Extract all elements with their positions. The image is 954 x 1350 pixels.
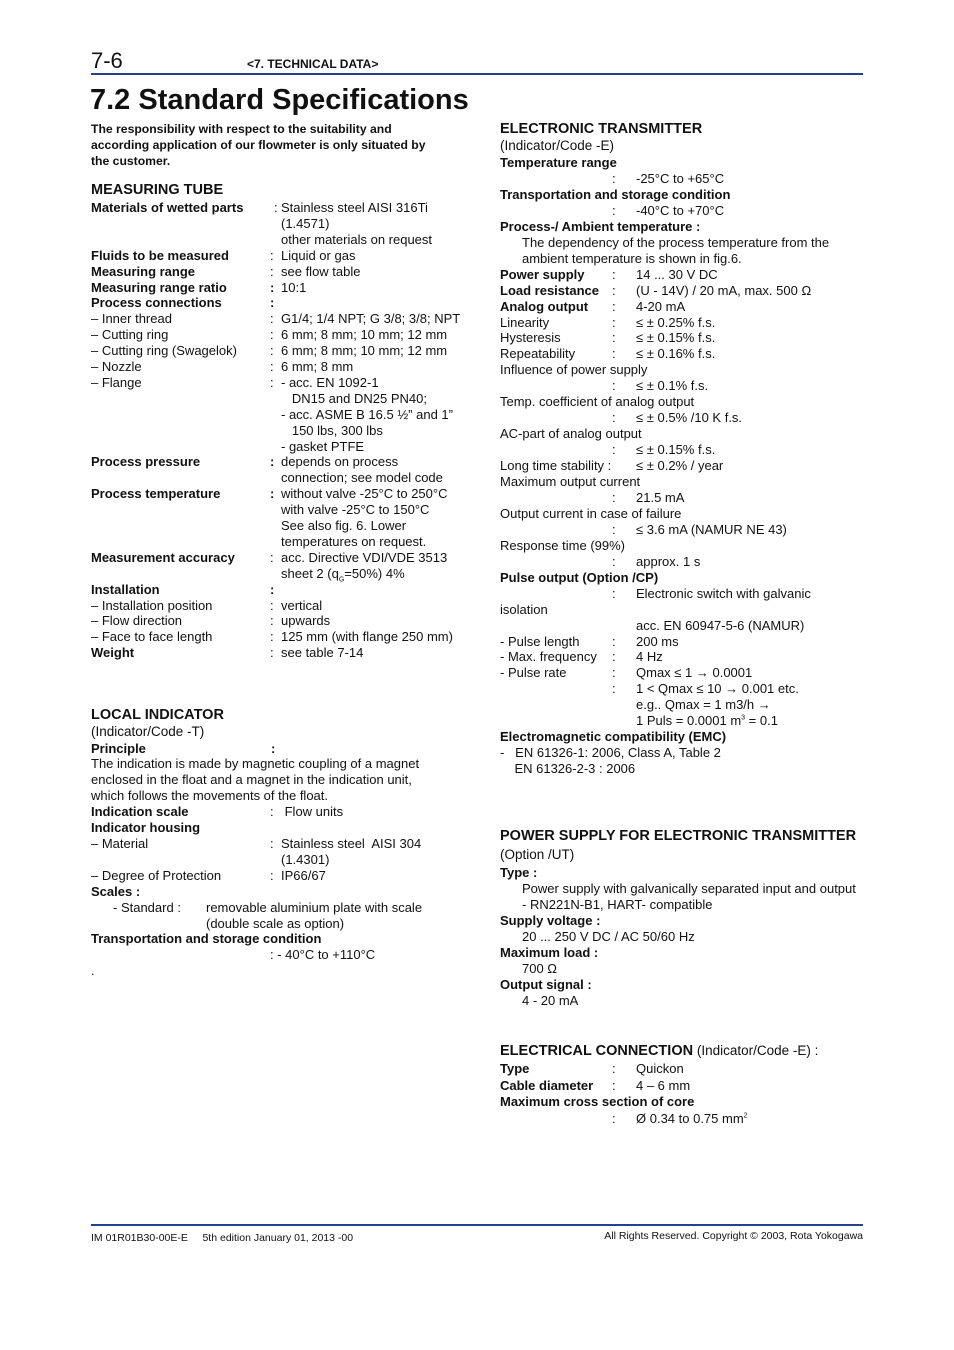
transmitter-sep: : bbox=[612, 170, 616, 186]
transmitter-label: AC-part of analog output bbox=[500, 426, 642, 442]
spec-label: – Face to face length bbox=[91, 629, 213, 645]
transmitter-sep: : bbox=[612, 378, 616, 394]
transmitter-label: Load resistance bbox=[500, 282, 599, 298]
spec-value: other materials on request bbox=[281, 231, 433, 247]
indicator-value: IP66/67 bbox=[281, 867, 326, 883]
transmitter-sep: : bbox=[612, 410, 616, 426]
spec-value: 6 mm; 8 mm; 10 mm; 12 mm bbox=[281, 327, 448, 343]
connection-value: Quickon bbox=[636, 1061, 684, 1076]
connection-sep: : bbox=[612, 1077, 616, 1093]
connection-value: Ø 0.34 to 0.75 $mm^2$ bbox=[636, 1110, 748, 1126]
transmitter-label: Pulse output (Option /CP) bbox=[500, 569, 659, 585]
spec-label: – Inner thread bbox=[91, 311, 172, 327]
spec-value: Stainless steel AISI 316Ti bbox=[281, 200, 428, 215]
spec-value: without valve -25°C to 250°C bbox=[281, 486, 448, 502]
connection-label: Type bbox=[500, 1061, 530, 1076]
spec-sep: : bbox=[270, 581, 275, 597]
spec-label: Measurement accuracy bbox=[91, 549, 235, 565]
intro-line: the customer. bbox=[91, 154, 171, 168]
principle-line: which follows the movements of the float. bbox=[91, 788, 329, 803]
li-transport-label: Transportation and storage condition bbox=[91, 931, 322, 946]
local-indicator-heading: LOCAL INDICATOR bbox=[91, 707, 224, 723]
transmitter-label: - Pulse rate bbox=[500, 665, 567, 681]
spec-value: (1.4571) bbox=[281, 215, 330, 231]
superscript-2: 2 bbox=[743, 1112, 748, 1120]
spec-value: Liquid or gas bbox=[281, 247, 356, 263]
transmitter-sep: : bbox=[612, 266, 616, 282]
spec-value: vertical bbox=[281, 597, 323, 613]
connection-label: Maximum cross section of core bbox=[500, 1094, 695, 1109]
transmitter-sep: : bbox=[612, 346, 616, 362]
spec-sep: : bbox=[270, 263, 274, 279]
local-indicator-subheading: (Indicator/Code -T) bbox=[91, 724, 205, 739]
transmitter-label: Process-/ Ambient temperature : bbox=[500, 218, 701, 234]
transmitter-value: 200 ms bbox=[636, 633, 679, 649]
power-supply-line: Type : bbox=[500, 865, 538, 880]
transmitter-value: -40°C to +70°C bbox=[636, 202, 725, 218]
spec-value: see table 7-14 bbox=[281, 645, 364, 661]
spec-label: Process temperature bbox=[91, 486, 221, 502]
electrical-connection-suffix: (Indicator/Code -E) : bbox=[693, 1043, 819, 1058]
spec-value: depends on process bbox=[281, 454, 399, 470]
spec-value: upwards bbox=[281, 613, 331, 629]
spec-value: - gasket PTFE bbox=[281, 438, 365, 454]
power-supply-subheading: (Option /UT) bbox=[500, 847, 575, 862]
spec-sep: : bbox=[270, 486, 275, 502]
section-tag: <7. TECHNICAL DATA> bbox=[247, 57, 379, 71]
indicator-label: – Material bbox=[91, 835, 149, 851]
spec-value: temperatures on request. bbox=[281, 533, 427, 549]
power-supply-line: 20 ... 250 V DC / AC 50/60 Hz bbox=[522, 929, 695, 944]
transmitter-value: 4-20 mA bbox=[636, 298, 686, 314]
connection-sep: : bbox=[612, 1061, 616, 1076]
transmitter-value: 21.5 mA bbox=[636, 489, 685, 505]
transmitter-sep: : bbox=[612, 314, 616, 330]
transmitter-note: The dependency of the process temperature from the bbox=[522, 234, 830, 250]
electronic-transmitter-heading: ELECTRONIC TRANSMITTER bbox=[500, 121, 703, 137]
transmitter-value: (U - 14V) / 20 mA, max. 500 Ω bbox=[636, 282, 812, 298]
transmitter-label: isolation bbox=[500, 601, 548, 617]
transmitter-sep: : bbox=[612, 330, 616, 346]
principle-text bbox=[91, 756, 419, 804]
transmitter-label: Temperature range bbox=[500, 155, 617, 170]
indicator-label: – Degree of Protection bbox=[91, 867, 222, 883]
indicator-value: Flow units bbox=[281, 804, 344, 819]
transmitter-sep: : bbox=[612, 553, 616, 569]
transmitter-value: 1 < Qmax ≤ 10 → 0.001 etc. bbox=[636, 681, 799, 697]
page-number: 7-6 bbox=[91, 48, 123, 73]
principle-label: Principle bbox=[91, 741, 146, 756]
transmitter-sep: : bbox=[612, 202, 616, 218]
power-supply-line: Supply voltage : bbox=[500, 913, 601, 928]
spec-label: Installation bbox=[91, 581, 160, 597]
transmitter-label: Long time stability : bbox=[500, 458, 612, 474]
transmitter-note: ambient temperature is shown in fig.6. bbox=[522, 250, 742, 266]
transmitter-label: Linearity bbox=[500, 314, 550, 330]
spec-label: – Cutting ring (Swagelok) bbox=[91, 343, 237, 359]
spec-label: – Cutting ring bbox=[91, 327, 169, 343]
transmitter-label: Influence of power supply bbox=[500, 362, 648, 378]
power-supply-line: Power supply with galvanically separated input and output bbox=[522, 881, 856, 896]
spec-sep: : bbox=[270, 454, 275, 470]
transmitter-sep: : bbox=[612, 298, 616, 314]
spec-label: Fluids to be measured bbox=[91, 247, 229, 263]
intro-line: The responsibility with respect to the suitability and bbox=[91, 122, 392, 136]
transmitter-label: Analog output bbox=[500, 298, 589, 314]
subscript-g: G bbox=[338, 576, 345, 584]
connection-label: Cable diameter bbox=[500, 1077, 594, 1093]
power-supply-line: - RN221N-B1, HART- compatible bbox=[522, 897, 713, 912]
spec-value: 6 mm; 8 mm; 10 mm; 12 mm bbox=[281, 343, 448, 359]
spec-label: – Flow direction bbox=[91, 613, 183, 629]
spec-label: Process connections bbox=[91, 295, 222, 311]
transmitter-sep: : bbox=[612, 681, 616, 697]
transmitter-value: 1 Puls = 0.0001 $m^3 = 0.1$ bbox=[636, 713, 778, 729]
spec-sep: : bbox=[270, 311, 274, 327]
footer-rule bbox=[91, 1224, 863, 1226]
spec-sep: : bbox=[270, 629, 274, 645]
transmitter-value: approx. 1 s bbox=[636, 553, 701, 569]
power-supply-line: Maximum load : bbox=[500, 945, 599, 960]
transmitter-label: Power supply bbox=[500, 266, 585, 282]
transmitter-value: acc. EN 60947-5-6 (NAMUR) bbox=[636, 617, 805, 633]
power-supply-line: 4 - 20 mA bbox=[522, 993, 579, 1008]
transmitter-label: EN 61326-2-3 : 2006 bbox=[500, 761, 636, 777]
spec-value: DN15 and DN25 PN40; bbox=[281, 390, 427, 406]
transmitter-label: Temp. coefficient of analog output bbox=[500, 394, 695, 410]
spec-sep: : bbox=[270, 327, 274, 343]
measuring-tube-heading: MEASURING TUBE bbox=[91, 182, 224, 198]
transmitter-value: ≤ ± 0.15% f.s. bbox=[636, 330, 716, 346]
spec-value: 125 mm (with flange 250 mm) bbox=[281, 629, 453, 645]
spec-value: - acc. ASME B 16.5 ½” and 1” bbox=[281, 406, 453, 422]
power-supply-line: 700 Ω bbox=[522, 961, 558, 976]
transmitter-value: 14 ... 30 V DC bbox=[636, 266, 718, 282]
electronic-transmitter-subheading: (Indicator/Code -E) bbox=[500, 138, 615, 153]
indicator-value: Stainless steel AISI 304 bbox=[281, 835, 422, 851]
spec-label: Measuring range ratio bbox=[91, 279, 227, 295]
superscript-3: 3 bbox=[741, 714, 746, 722]
transmitter-value: Qmax ≤ 1 → 0.0001 bbox=[636, 665, 753, 681]
connection-value: 4 – 6 mm bbox=[636, 1077, 691, 1093]
spec-value: See also fig. 6. Lower bbox=[281, 518, 407, 533]
transmitter-value: ≤ 3.6 mA (NAMUR NE 43) bbox=[636, 521, 787, 537]
indicator-sep: : bbox=[270, 835, 274, 851]
transmitter-sep: : bbox=[612, 521, 616, 537]
header-rule bbox=[91, 73, 863, 75]
spec-sep: : bbox=[270, 295, 275, 311]
transmitter-sep: : bbox=[612, 585, 616, 601]
spec-sep: : bbox=[270, 597, 274, 613]
spec-value: 150 lbs, 300 lbs bbox=[281, 422, 383, 438]
li-transport-value: : - 40°C to +110°C bbox=[270, 947, 376, 962]
spec-label: Materials of wetted parts bbox=[91, 200, 244, 215]
spec-label: – Flange bbox=[91, 374, 142, 390]
transmitter-sep: : bbox=[612, 665, 616, 681]
indicator-sep: : bbox=[270, 804, 274, 819]
electrical-connection-title bbox=[500, 1043, 818, 1059]
transmitter-sep: : bbox=[612, 649, 616, 665]
spec-value: acc. Directive VDI/VDE 3513 bbox=[281, 549, 448, 565]
spec-value: see flow table bbox=[281, 263, 361, 279]
principle-sep: : bbox=[271, 741, 276, 756]
spec-sep: : bbox=[274, 200, 278, 215]
connection-sep: : bbox=[612, 1110, 616, 1126]
transmitter-value: ≤ ± 0.1% f.s. bbox=[636, 378, 709, 394]
scales-standard-value bbox=[206, 900, 422, 932]
spec-sep: : bbox=[270, 359, 274, 374]
transmitter-value: Electronic switch with galvanic bbox=[636, 585, 811, 601]
indicator-sep: : bbox=[270, 867, 274, 883]
transmitter-value: ≤ ± 0.15% f.s. bbox=[636, 442, 716, 458]
spec-sep: : bbox=[270, 645, 274, 661]
transmitter-label: Response time (99%) bbox=[500, 537, 625, 553]
transmitter-label: - EN 61326-1: 2006, Class A, Table 2 bbox=[500, 745, 721, 761]
spec-label: – Nozzle bbox=[91, 359, 142, 374]
spec-value: with valve -25°C to 150°C bbox=[281, 502, 430, 518]
transmitter-label: Hysteresis bbox=[500, 330, 561, 346]
transmitter-sep: : bbox=[612, 489, 616, 505]
intro-line: according application of our flowmeter is only situated by bbox=[91, 138, 426, 152]
spec-sep: : bbox=[270, 613, 274, 629]
transmitter-sep: : bbox=[612, 282, 616, 298]
spec-label: Weight bbox=[91, 645, 135, 661]
intro-text bbox=[91, 121, 426, 169]
transmitter-value: ≤ ± 0.2% / year bbox=[636, 458, 724, 474]
transmitter-sep: : bbox=[612, 442, 616, 458]
spec-sep: : bbox=[270, 343, 274, 359]
electrical-connection-heading: ELECTRICAL CONNECTION bbox=[500, 1043, 694, 1059]
transmitter-value: ≤ ± 0.5% /10 K f.s. bbox=[636, 410, 743, 426]
spec-sep: : bbox=[270, 279, 275, 295]
transmitter-value: ≤ ± 0.25% f.s. bbox=[636, 314, 716, 330]
transmitter-value: ≤ ± 0.16% f.s. bbox=[636, 346, 716, 362]
spec-value: - acc. EN 1092-1 bbox=[281, 374, 379, 390]
page-title: 7.2 Standard Specifications bbox=[90, 84, 469, 116]
indicator-value: (1.4301) bbox=[281, 851, 330, 867]
transmitter-label: Electromagnetic compatibility (EMC) bbox=[500, 729, 727, 745]
spec-sep: : bbox=[270, 549, 274, 565]
transmitter-value: -25°C to +65°C bbox=[636, 170, 725, 186]
principle-line: enclosed in the float and a magnet in the indication unit, bbox=[91, 772, 412, 787]
spec-value: sheet 2 $(q_G=50\%)$ 4% bbox=[281, 565, 405, 584]
transmitter-value: 4 Hz bbox=[636, 649, 663, 665]
transmitter-label: Transportation and storage condition bbox=[500, 186, 731, 202]
transmitter-label: Maximum output current bbox=[500, 474, 641, 489]
transmitter-value: e.g.. Qmax = 1 m3/h → bbox=[636, 697, 771, 713]
spec-label: Process pressure bbox=[91, 454, 201, 470]
scales-standard-label: - Standard : bbox=[113, 900, 181, 915]
indicator-label: Indicator housing bbox=[91, 819, 201, 835]
spec-label: Measuring range bbox=[91, 263, 196, 279]
footer-document-id: IM 01R01B30-00E-E 5th edition January 01, 2013 -00 bbox=[91, 1232, 354, 1244]
spec-value: 6 mm; 8 mm bbox=[281, 359, 354, 374]
scales-line: removable aluminium plate with scale bbox=[206, 900, 423, 915]
indicator-label: Indication scale bbox=[91, 804, 189, 819]
transmitter-label: Repeatability bbox=[500, 346, 576, 362]
transmitter-label: - Pulse length bbox=[500, 633, 580, 649]
power-supply-heading: POWER SUPPLY FOR ELECTRONIC TRANSMITTER bbox=[500, 828, 857, 844]
power-supply-line: Output signal : bbox=[500, 977, 592, 992]
footer-copyright: All Rights Reserved. Copyright © 2003, Rota Yokogawa bbox=[604, 1230, 863, 1242]
spec-value: connection; see model code bbox=[281, 470, 443, 486]
principle-line: The indication is made by magnetic coupling of a magnet bbox=[91, 756, 420, 771]
transmitter-sep: : bbox=[612, 633, 616, 649]
spec-sep: : bbox=[270, 247, 274, 263]
transmitter-label: - Max. frequency bbox=[500, 649, 597, 665]
spec-value: 10:1 bbox=[281, 279, 307, 295]
scales-label: Scales : bbox=[91, 884, 141, 899]
spec-label: – Installation position bbox=[91, 597, 213, 613]
spec-sep: : bbox=[270, 374, 274, 390]
spec-value: G1/4; 1/4 NPT; G 3/8; 3/8; NPT bbox=[281, 311, 461, 327]
scales-line: (double scale as option) bbox=[206, 916, 345, 931]
trailing-dot: . bbox=[91, 963, 95, 978]
transmitter-label: Output current in case of failure bbox=[500, 505, 682, 521]
